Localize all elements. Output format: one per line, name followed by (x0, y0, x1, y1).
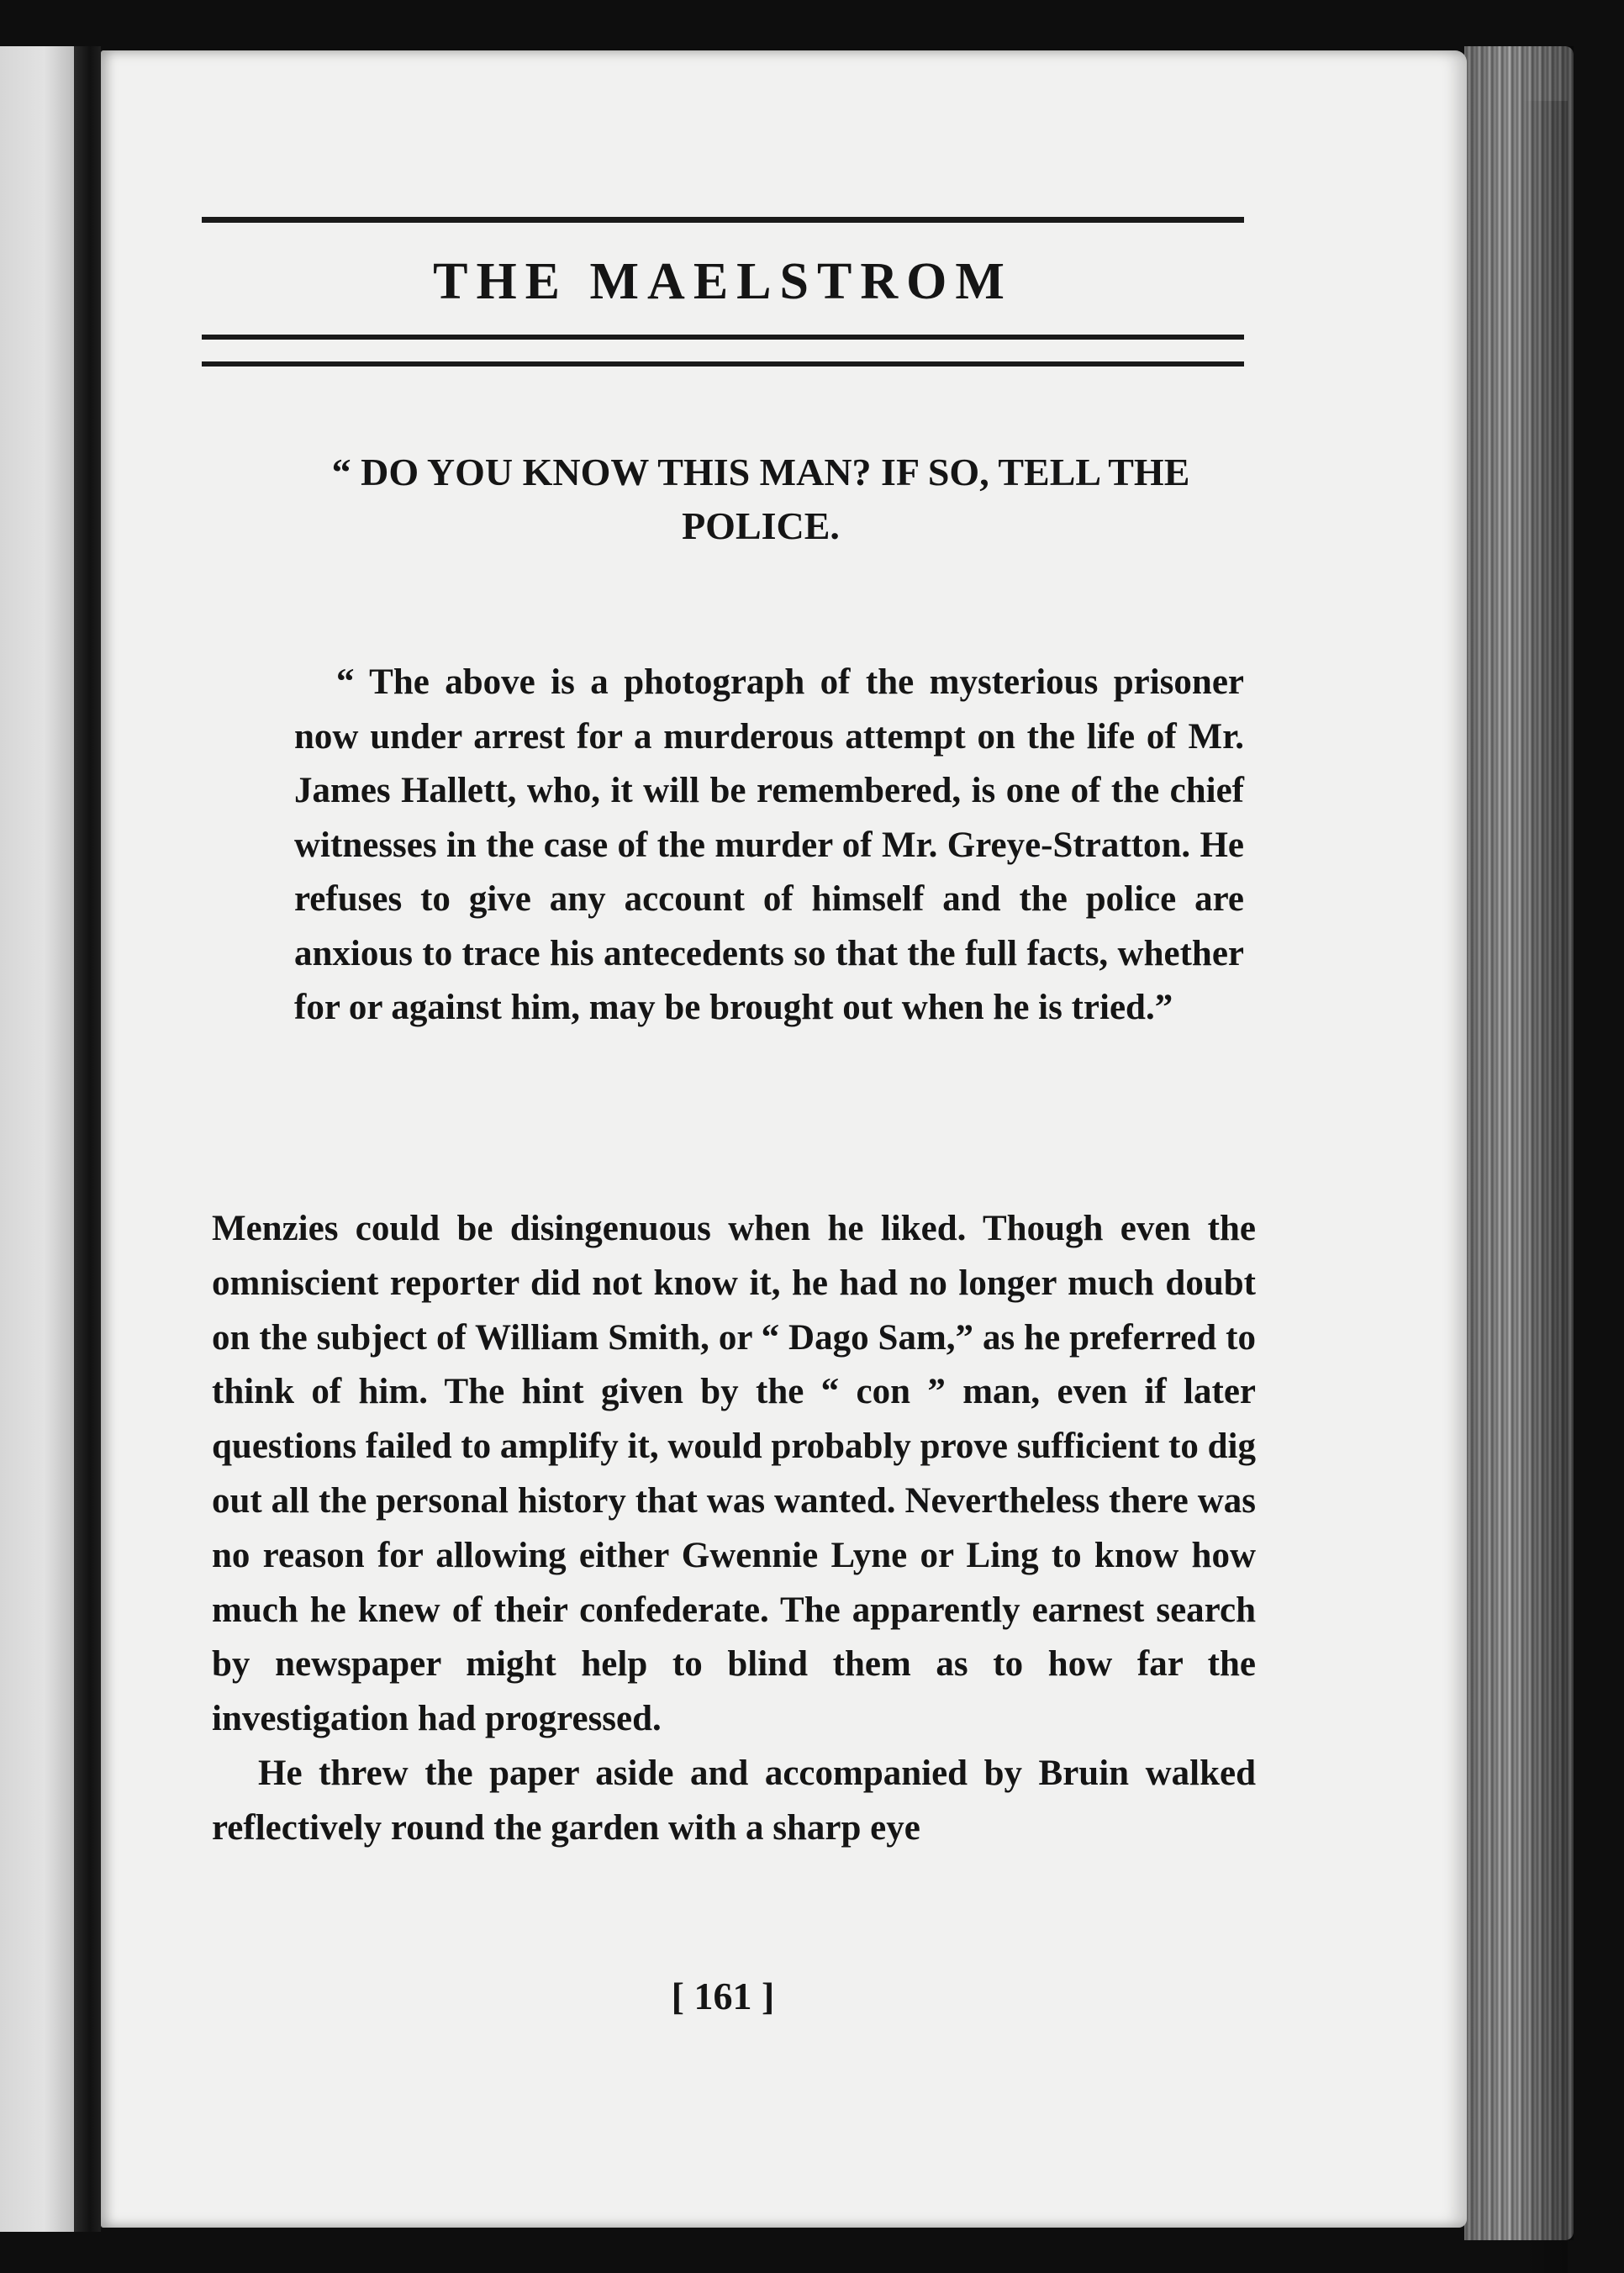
header-rule-bottom-1 (202, 335, 1244, 340)
previous-page-edge (0, 46, 74, 2232)
page-curl-shade (1521, 101, 1568, 2273)
paragraph: Menzies could be disingenuous when he liked. Though even the omniscient reporter did not know it, he had no longer much doubt on the subject of William Smith, or “ Dago Sam,” as he preferred to think of him. The hint given by the “ con ” man, even if later questions failed to amplify it, would probably prove sufficient to dig out all the personal history that was wanted. Nevertheless there was no reason for allowing either Gwennie Lyne or Ling to know how much he knew of their confederate. The apparently earnest search by newspaper might help to blind them as to how far the investigation had progressed. (212, 1209, 1256, 1739)
paragraph: He threw the paper aside and accompanied by Bruin walked reflectively round the garden with a sharp eye (212, 1753, 1256, 1848)
body-text (212, 1202, 1256, 1856)
running-head: THE MAELSTROM (433, 253, 1013, 310)
newspaper-headline: “ DO YOU KNOW THIS MAN? IF SO, TELL THE POLICE. (331, 451, 1190, 547)
book-page (101, 50, 1467, 2228)
book-gutter (74, 46, 101, 2232)
page-number: [ 161 ] (671, 1975, 775, 2017)
header-rule-top (202, 217, 1244, 223)
page-content (101, 50, 1467, 2228)
header-rule-bottom-2 (202, 361, 1244, 367)
newspaper-quote: “ The above is a photograph of the mysterious prisoner now under arrest for a murderous attempt on the life of Mr. James Hallett, who, it will be remembered, is one of the chief witnesses in the case of the murder of Mr. Greye-Stratton. He refuses to give any account of himself and the police are anxious to trace his antecedents so that the full facts, whether for or against him, may be brought out when he is tried.” (294, 662, 1244, 1027)
